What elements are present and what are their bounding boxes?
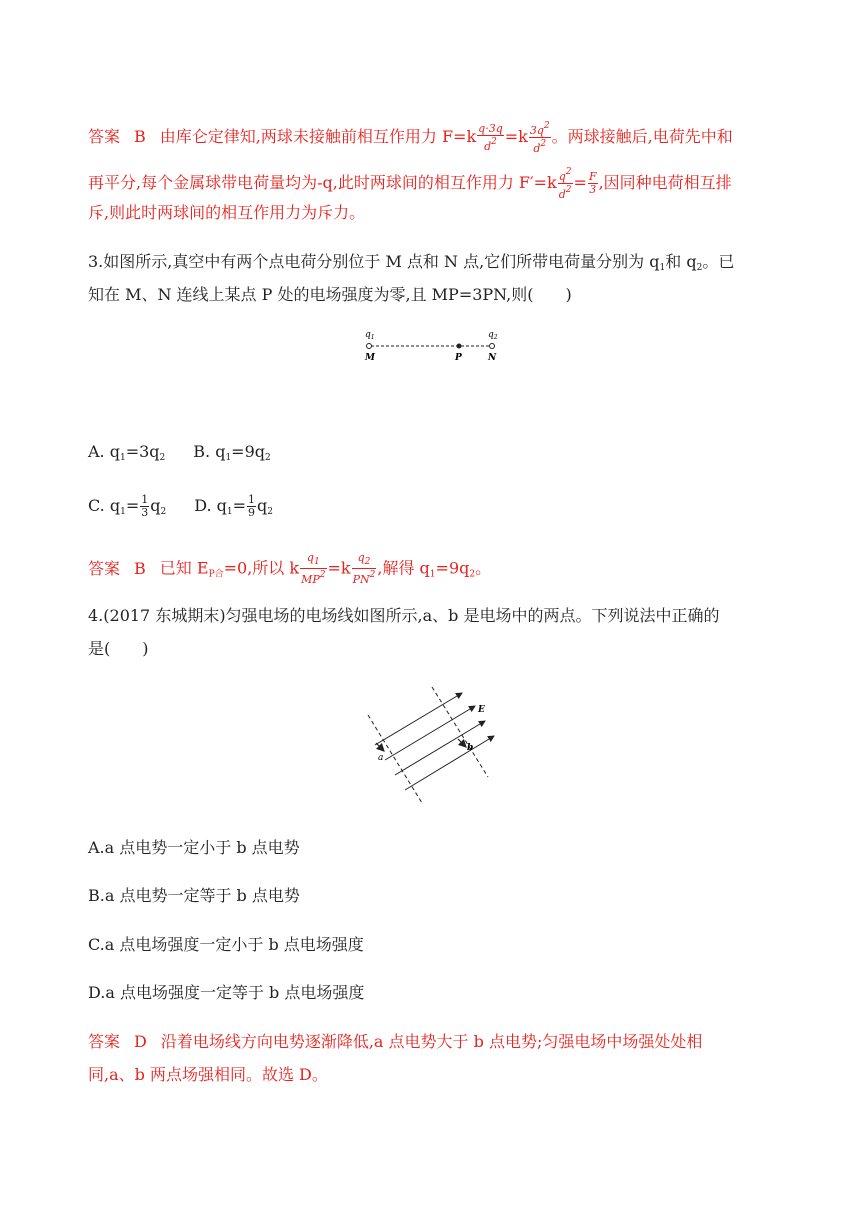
- option-d: D. $q_1=$ $\frac{1}{9}$ $q_2$: [194, 493, 274, 519]
- option-b: B. $q_1=9q_2$: [193, 442, 271, 463]
- label-m: M: [365, 353, 375, 363]
- fraction: $\frac{3q^2}{d^2}$: [529, 121, 550, 155]
- label-q2: $q_2$: [488, 330, 498, 341]
- fraction: $\frac{F}{3}$: [588, 170, 597, 196]
- question4-option-d: D.a 点电场强度一定等于 b 点电场强度: [88, 983, 365, 1002]
- question4-line2: 是( ): [88, 639, 149, 658]
- question4-option-b: B.a 点电势一定等于 b 点电势: [88, 886, 300, 905]
- field-line: [375, 693, 462, 745]
- fraction: $\frac{q_1}{MP^2}$: [301, 551, 326, 586]
- question3-options-cd: [88, 494, 287, 522]
- question3-line1: 3.如图所示,真空中有两个点电荷分别位于 M 点和 N 点,它们所带电荷量分别为 $q_1$和 $q_2$。已: [88, 252, 735, 273]
- answer-choice: B: [134, 127, 146, 146]
- answer4-line1: 答案 D 沿着电场线方向电势逐渐降低,a 点电势大于 b 点电势;匀强电场中场强处处相: [88, 1032, 703, 1051]
- point-n-icon: [490, 344, 495, 349]
- field-line: [405, 736, 494, 790]
- question4-option-c: C.a 点电场强度一定小于 b 点电场强度: [88, 935, 364, 954]
- question3-line2: 知在 M、N 连线上某点 P 处的电场强度为零,且 MP=3PN,则( ): [88, 285, 572, 304]
- question4-line1: 4.(2017 东城期末)匀强电场的电场线如图所示,a、b 是电场中的两点。下列说法中正确的: [88, 606, 720, 625]
- answer2-line1: 答案 B 由库仑定律知,两球未接触前相互作用力 F=k $\frac{q\cdot 3q}{d^2}$ =k $\frac{3q^2}{d^2}$ 。两球接触后,电荷先中和: [88, 121, 733, 155]
- option-a: A. $q_1=3q_2$: [88, 442, 166, 463]
- field-line: [385, 706, 475, 760]
- label-a: a: [378, 753, 384, 763]
- label-n: N: [488, 353, 497, 363]
- point-b-arrow-icon: [458, 739, 466, 747]
- option-c: C. $q_1=$ $\frac{1}{3}$ $q_2$: [88, 493, 167, 519]
- answer-choice: B: [134, 558, 146, 578]
- answer-label: 答案: [88, 558, 121, 578]
- answer2-line2: 再平分,每个金属球带电荷量均为-q,此时两球间的相互作用力 F′=k $\frac{q^2}{d^2}$ = $\frac{F}{3}$ ,因同种电荷相互排: [88, 167, 732, 201]
- point-a-arrow-icon: [376, 743, 384, 751]
- label-q1: $q_1$: [365, 330, 375, 341]
- fraction: $\frac{q_2}{PN^2}$: [352, 551, 376, 586]
- fraction: $\frac{q\cdot 3q}{d^2}$: [478, 121, 503, 153]
- answer-choice: D: [134, 1032, 147, 1051]
- point-m-icon: [367, 344, 372, 349]
- answer-label: 答案: [88, 1032, 121, 1051]
- label-e: E: [478, 705, 485, 715]
- answer2-line3: 斥,则此时两球间的相互作用力为斥力。: [88, 203, 366, 222]
- answer4-line2: 同,a、b 两点场强相同。故选 D。: [88, 1065, 328, 1084]
- answer2-text: 由库仑定律知,两球未接触前相互作用力 F=k: [159, 127, 477, 146]
- electric-field-figure: [360, 685, 510, 810]
- answer-label: 答案: [88, 127, 121, 146]
- equipotential-line: [368, 715, 422, 803]
- label-b: b: [467, 743, 474, 753]
- point-p-icon: [457, 344, 462, 349]
- answer3-line: 答案 B 已知 $E_{P合}=0$,所以 k $\frac{q_1}{MP^2}$ =k $\frac{q_2}{PN^2}$ ,解得 $q_1=9q_2$。: [88, 551, 492, 586]
- charges-figure: [355, 325, 515, 370]
- question3-options-ab: [88, 442, 285, 468]
- question4-option-a: A.a 点电势一定小于 b 点电势: [88, 838, 300, 857]
- label-p: P: [455, 353, 462, 363]
- equipotential-line: [432, 687, 488, 777]
- fraction: $\frac{q^2}{d^2}$: [558, 167, 572, 201]
